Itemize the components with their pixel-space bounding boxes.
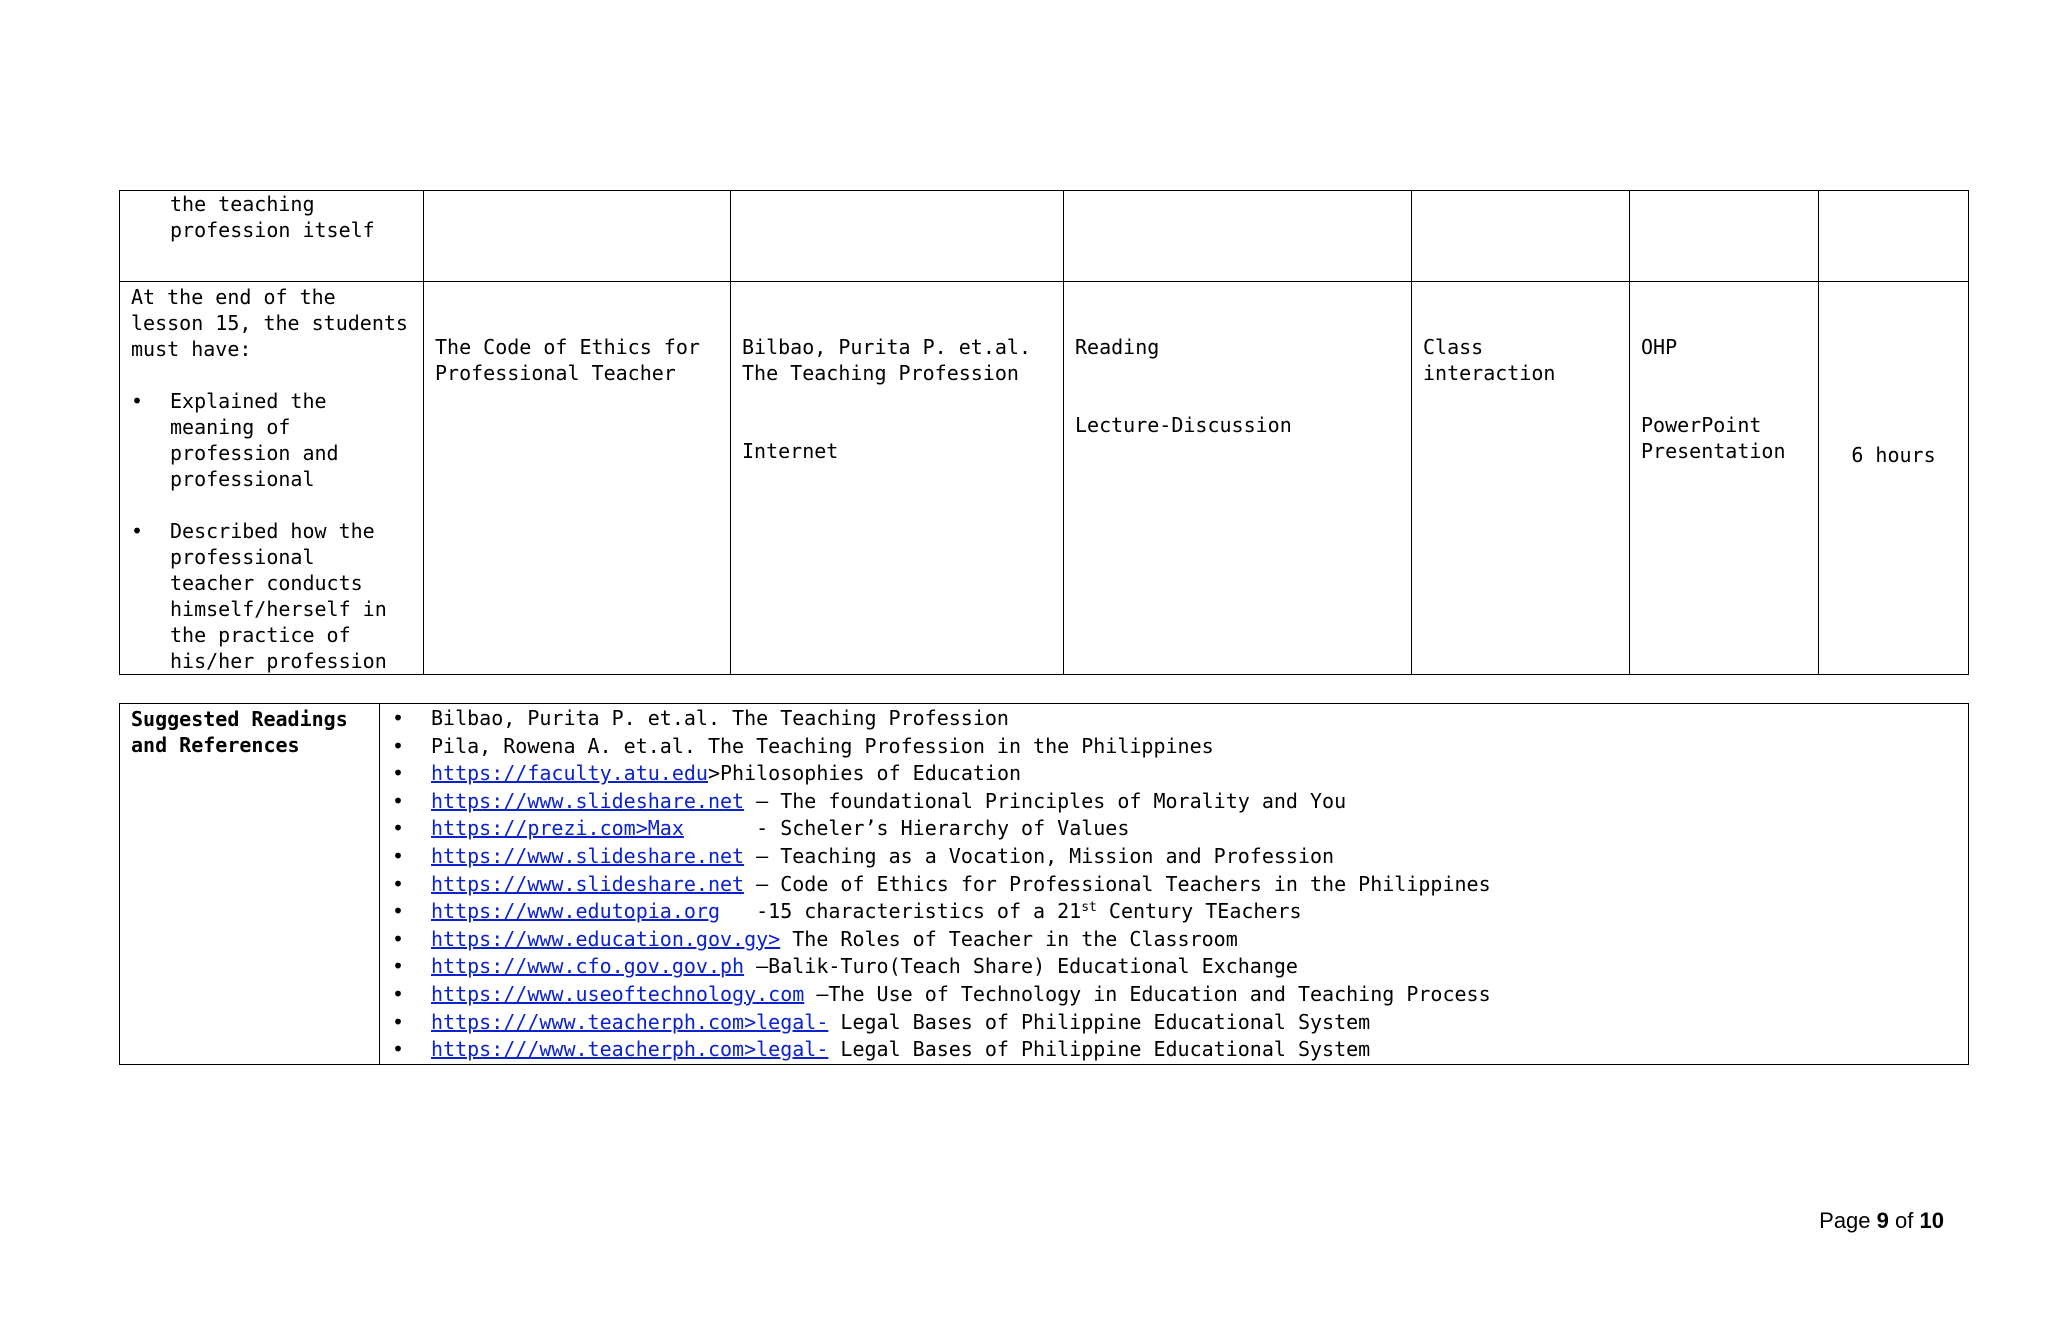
objective-line: meaning of bbox=[170, 415, 291, 439]
activity-cell bbox=[1412, 282, 1630, 675]
list-item bbox=[392, 815, 1968, 843]
references-cell bbox=[731, 191, 1064, 282]
objective-line: • Described how the bbox=[170, 519, 375, 543]
refs-title: and References bbox=[131, 733, 300, 757]
reference-text: Bilbao, Purita P. et.al. bbox=[742, 335, 1031, 359]
page-number bbox=[1819, 1208, 1944, 1234]
ref-text: -15 characteristics of a 21 bbox=[719, 899, 1082, 924]
refs-title: Suggested Readings bbox=[131, 707, 348, 731]
ref-text: Pila, Rowena A. et.al. The Teaching Profession in the Philippines bbox=[431, 733, 1214, 758]
materials-cell bbox=[1630, 282, 1819, 675]
activity-cell bbox=[1412, 191, 1630, 282]
ref-link[interactable]: https:///www.teacherph.com>legal- bbox=[431, 1009, 829, 1034]
ref-text: –Balik-Turo(Teach Share) Educational Exchange bbox=[744, 954, 1298, 979]
ref-link[interactable]: https://www.slideshare.net bbox=[431, 871, 745, 896]
topic-cell bbox=[424, 191, 731, 282]
objective-text: the teaching bbox=[170, 192, 315, 216]
methods-cell bbox=[1064, 191, 1412, 282]
list-item bbox=[392, 733, 1968, 761]
suggested-readings-table bbox=[119, 703, 1969, 1065]
list-item bbox=[392, 705, 1968, 733]
table-row bbox=[120, 282, 1969, 675]
objective-intro: lesson 15, the students bbox=[131, 311, 408, 335]
list-item bbox=[392, 760, 1968, 788]
objective-intro: At the end of the bbox=[131, 285, 336, 309]
topic-text: Professional Teacher bbox=[435, 361, 676, 385]
ref-text: - Scheler’s Hierarchy of Values bbox=[683, 816, 1130, 841]
ref-text: – Teaching as a Vocation, Mission and Profession bbox=[744, 843, 1335, 868]
ref-text: Century TEachers bbox=[1096, 899, 1302, 924]
page-label: Page bbox=[1819, 1208, 1871, 1233]
objective-line: professional bbox=[170, 545, 315, 569]
objectives-list bbox=[131, 388, 413, 492]
materials-text: OHP bbox=[1641, 335, 1678, 359]
ref-text: Legal Bases of Philippine Educational System bbox=[828, 1037, 1371, 1062]
list-item bbox=[392, 981, 1968, 1009]
materials-text: PowerPoint bbox=[1641, 413, 1762, 437]
ref-link[interactable]: https:///www.teacherph.com>legal- bbox=[431, 1037, 829, 1062]
list-item bbox=[392, 871, 1968, 899]
method-text: Reading bbox=[1075, 335, 1160, 359]
list-item bbox=[131, 518, 413, 674]
refs-title-cell bbox=[120, 704, 380, 1065]
objective-line: teacher conducts bbox=[170, 571, 363, 595]
ref-link[interactable]: https://www.slideshare.net bbox=[431, 843, 745, 868]
topic-cell bbox=[424, 282, 731, 675]
ref-text: Legal Bases of Philippine Educational System bbox=[828, 1009, 1371, 1034]
objective-line: the practice of bbox=[170, 623, 351, 647]
refs-list bbox=[380, 704, 1968, 1064]
ref-link[interactable]: https://faculty.atu.edu bbox=[431, 761, 708, 786]
materials-cell bbox=[1630, 191, 1819, 282]
refs-list-cell bbox=[380, 704, 1969, 1065]
time-cell bbox=[1819, 191, 1969, 282]
list-item bbox=[392, 788, 1968, 816]
ref-text: Bilbao, Purita P. et.al. The Teaching Profession bbox=[431, 706, 1009, 730]
ref-text: – Code of Ethics for Professional Teachers in the Philippines bbox=[744, 871, 1491, 896]
syllabus-table bbox=[119, 190, 1969, 675]
objective-line: professional bbox=[170, 467, 315, 491]
activity-text: Class bbox=[1423, 335, 1484, 359]
list-item bbox=[392, 898, 1968, 926]
objectives-cell bbox=[120, 191, 424, 282]
activity-text: interaction bbox=[1423, 361, 1556, 385]
list-item bbox=[392, 1036, 1968, 1064]
ref-text: The Roles of Teacher in the Classroom bbox=[780, 926, 1238, 951]
ordinal-suffix: st bbox=[1081, 900, 1097, 916]
objectives-list bbox=[131, 518, 413, 674]
ref-link[interactable]: https://www.useoftechnology.com bbox=[431, 981, 805, 1006]
list-item bbox=[392, 1009, 1968, 1037]
reference-text: Internet bbox=[742, 439, 839, 463]
objective-intro: must have: bbox=[131, 337, 252, 361]
reference-text: The Teaching Profession bbox=[742, 361, 1019, 385]
ref-link[interactable]: https://www.slideshare.net bbox=[431, 788, 745, 813]
references-cell bbox=[731, 282, 1064, 675]
objective-line: himself/herself in bbox=[170, 597, 387, 621]
objectives-cell bbox=[120, 282, 424, 675]
time-text: 6 hours bbox=[1851, 443, 1936, 467]
ref-text: –The Use of Technology in Education and Teaching Process bbox=[804, 981, 1491, 1006]
of-label: of bbox=[1895, 1208, 1914, 1233]
list-item bbox=[131, 388, 413, 492]
list-item bbox=[392, 926, 1968, 954]
table-row bbox=[120, 704, 1969, 1065]
ref-link[interactable]: https://prezi.com>Max bbox=[431, 816, 684, 841]
current-page: 9 bbox=[1876, 1208, 1889, 1233]
objective-text: profession itself bbox=[170, 218, 375, 242]
ref-text: >Philosophies of Education bbox=[707, 761, 1022, 786]
topic-text: The Code of Ethics for bbox=[435, 335, 700, 359]
methods-cell bbox=[1064, 282, 1412, 675]
objective-line: • Explained the bbox=[170, 389, 327, 413]
ref-link[interactable]: https://www.education.gov.gy> bbox=[431, 926, 781, 951]
list-item bbox=[392, 843, 1968, 871]
ref-text: – The foundational Principles of Morality and You bbox=[744, 788, 1347, 813]
total-pages: 10 bbox=[1919, 1208, 1944, 1233]
table-row bbox=[120, 191, 1969, 282]
method-text: Lecture-Discussion bbox=[1075, 413, 1292, 437]
objective-line: profession and bbox=[170, 441, 339, 465]
ref-link[interactable]: https://www.edutopia.org bbox=[431, 899, 720, 924]
time-cell bbox=[1819, 282, 1969, 675]
objective-line: his/her profession bbox=[170, 649, 387, 673]
list-item bbox=[392, 953, 1968, 981]
materials-text: Presentation bbox=[1641, 439, 1786, 463]
ref-link[interactable]: https://www.cfo.gov.gov.ph bbox=[431, 954, 745, 979]
